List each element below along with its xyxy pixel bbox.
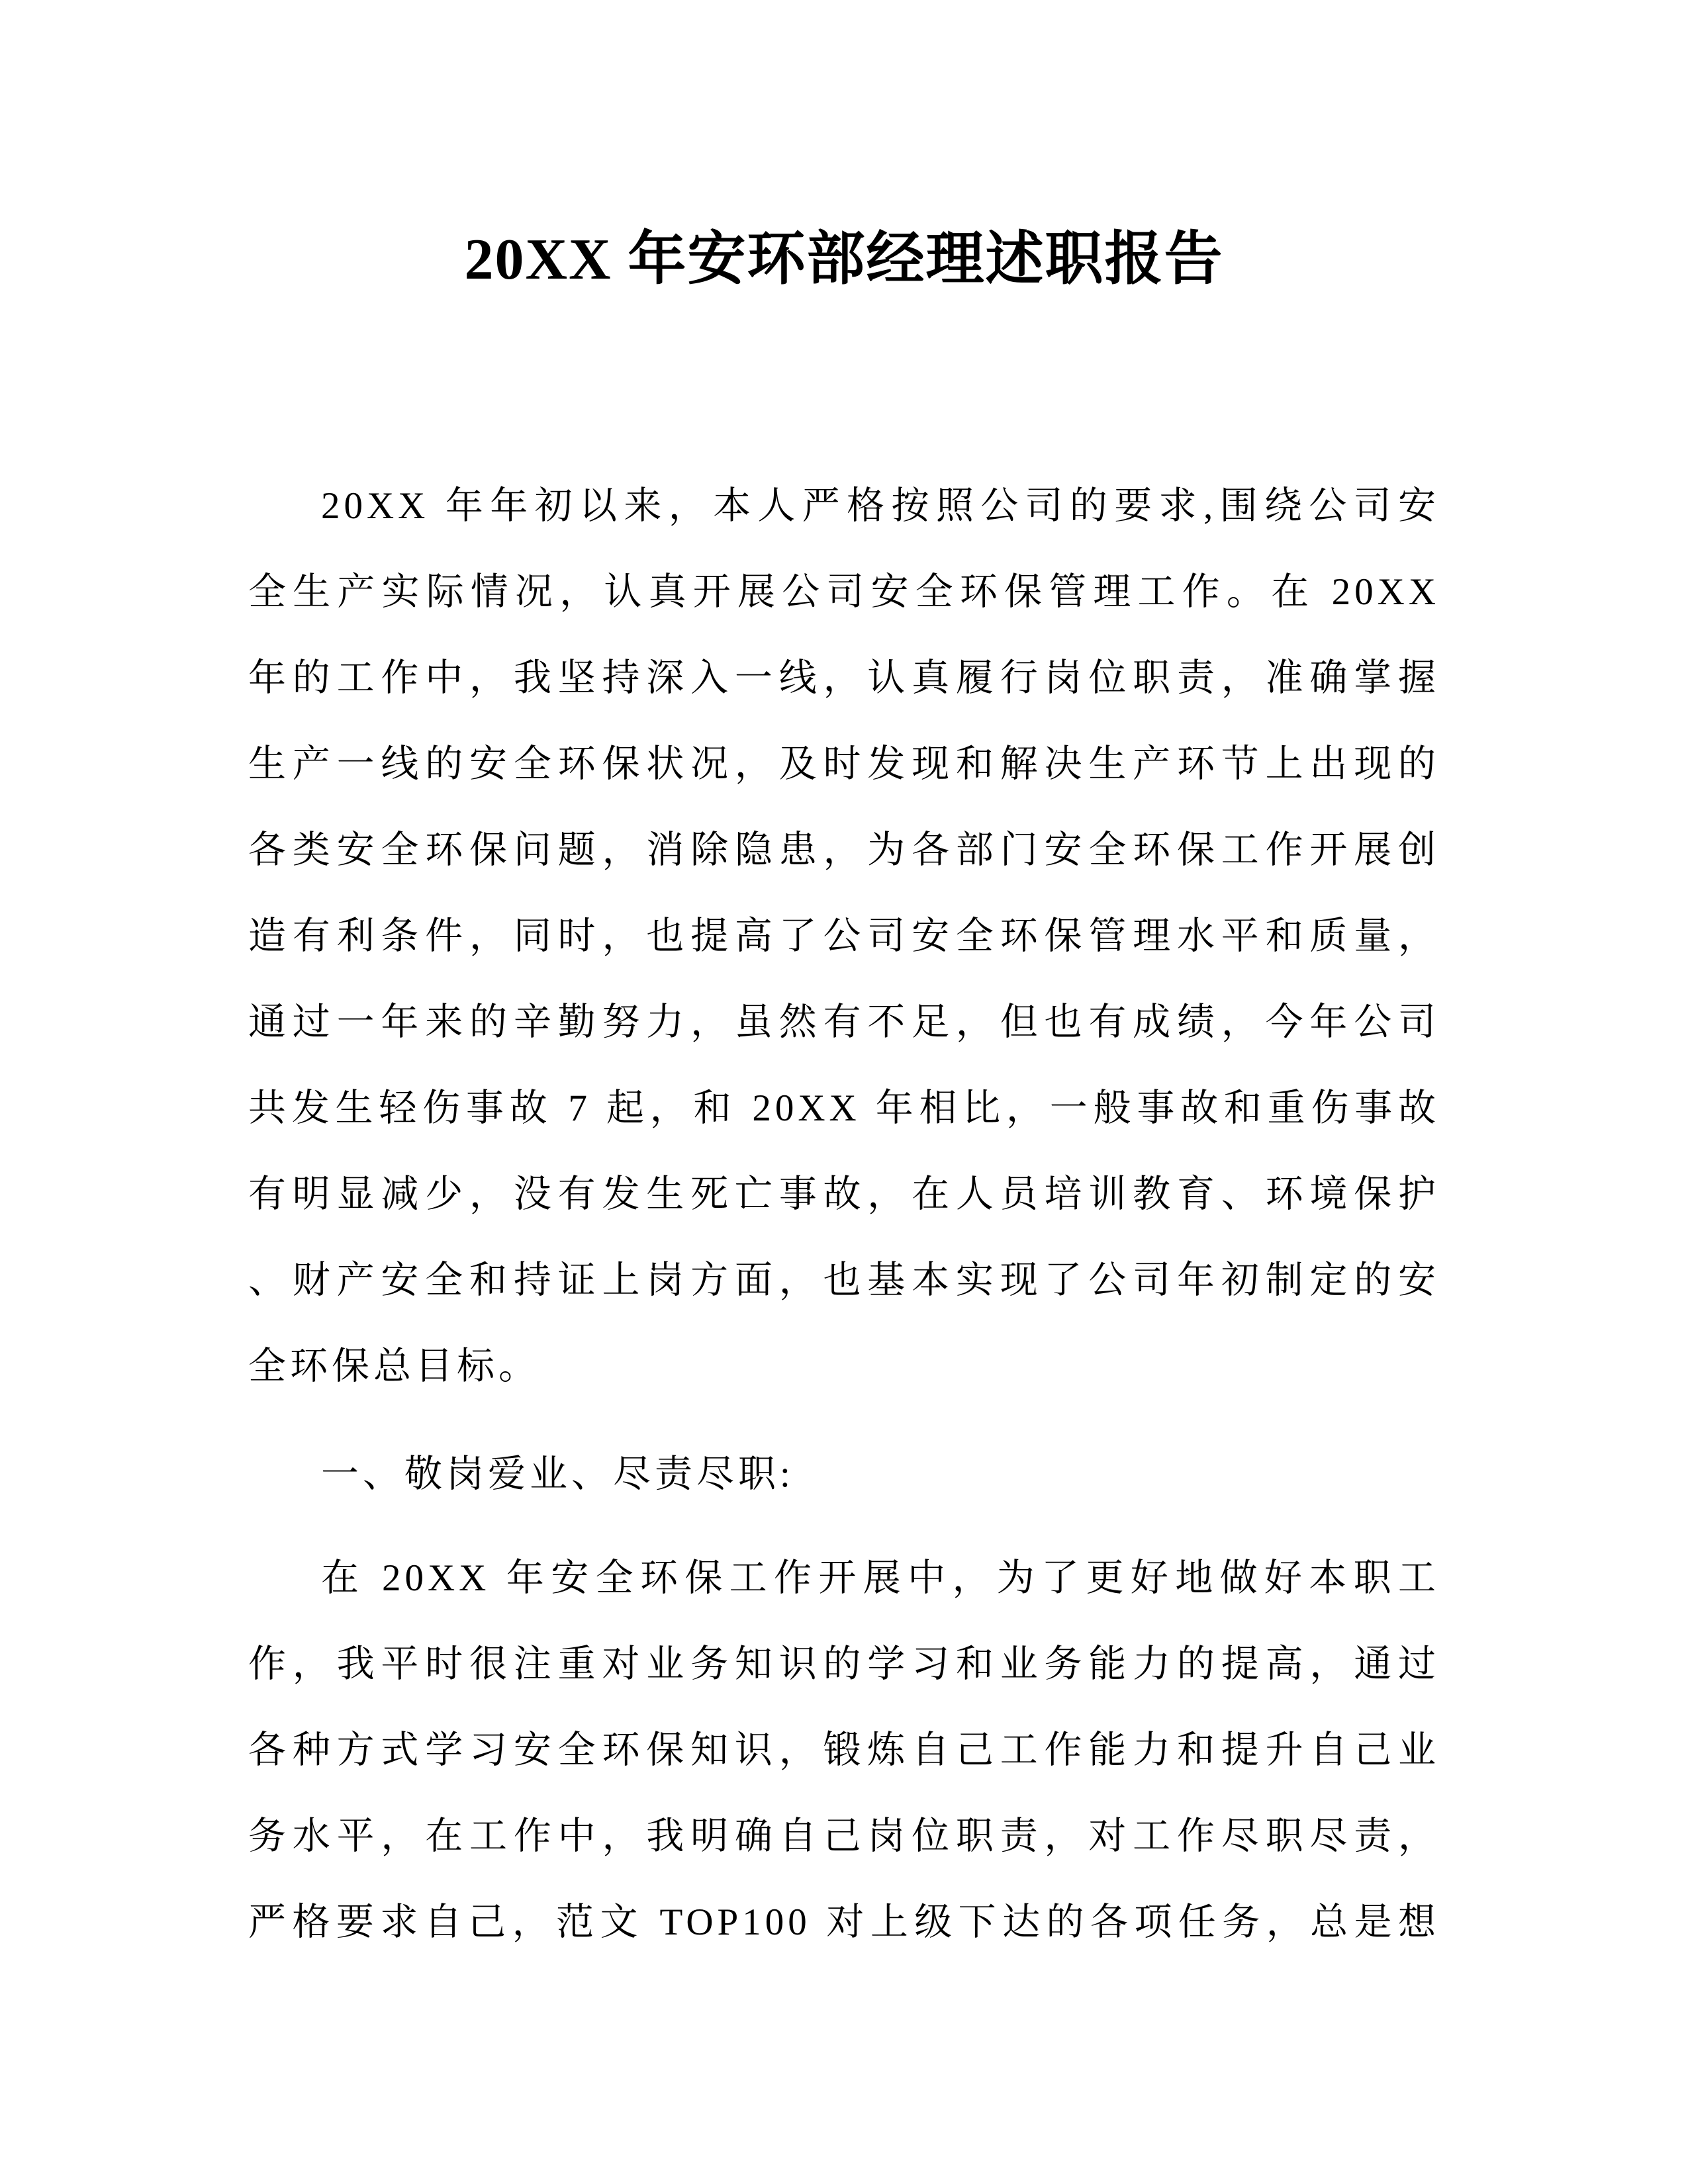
text-line: 全生产实际情况，认真开展公司安全环保管理工作。在 20XX (248, 571, 1440, 613)
text-line: 有明显减少，没有发生死亡事故，在人员培训教育、环境保护 (248, 1173, 1440, 1215)
text-line: 各类安全环保问题，消除隐患，为各部门安全环保工作开展创 (248, 829, 1440, 871)
paragraph-intro (248, 463, 1440, 1410)
text-line: 作，我平时很注重对业务知识的学习和业务能力的提高，通过 (248, 1643, 1440, 1685)
text-line: 全环保总目标。 (248, 1345, 540, 1387)
text-line: 务水平，在工作中，我明确自己岗位职责，对工作尽职尽责， (248, 1815, 1440, 1857)
section-heading: 一、敬岗爱业、尽责尽职: (321, 1453, 794, 1495)
document-title: 20XX 年安环部经理述职报告 (464, 228, 1224, 292)
text-line: 通过一年来的辛勤努力，虽然有不足，但也有成绩，今年公司 (248, 1001, 1440, 1043)
text-line: 共发生轻伤事故 7 起，和 20XX 年相比，一般事故和重伤事故 (248, 1087, 1440, 1129)
document-content (248, 0, 1440, 1966)
text-line: 生产一线的安全环保状况，及时发现和解决生产环节上出现的 (248, 743, 1440, 785)
text-line: 在 20XX 年安全环保工作开展中，为了更好地做好本职工 (321, 1557, 1440, 1599)
text-line: 年的工作中，我坚持深入一线，认真履行岗位职责，准确掌握 (248, 657, 1440, 699)
text-line: 各种方式学习安全环保知识，锻炼自己工作能力和提升自己业 (248, 1729, 1440, 1771)
text-line: 造有利条件，同时，也提高了公司安全环保管理水平和质量， (248, 915, 1440, 957)
paragraph-section-1 (248, 1535, 1440, 1966)
text-line: 20XX 年年初以来，本人严格按照公司的要求,围绕公司安 (321, 485, 1440, 527)
text-line: 、财产安全和持证上岗方面，也基本实现了公司年初制定的安 (248, 1259, 1440, 1301)
text-line: 严格要求自己，范文 TOP100 对上级下达的各项任务，总是想 (248, 1901, 1440, 1943)
